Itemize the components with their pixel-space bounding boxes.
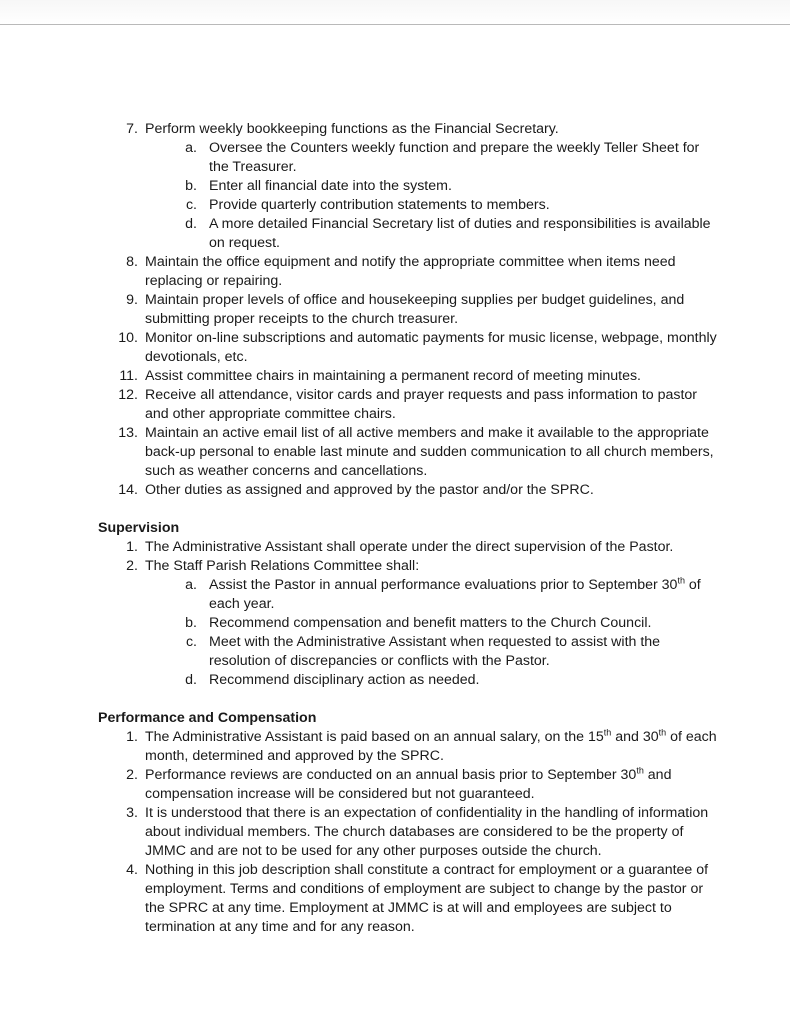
list-item	[98, 728, 718, 766]
sub-item-letter: c.	[185, 197, 197, 213]
sub-item	[145, 576, 718, 614]
sub-item-letter: a.	[185, 140, 197, 156]
list-item	[98, 481, 718, 500]
sub-item-text: Recommend disciplinary action as needed.	[209, 672, 480, 688]
sub-list	[145, 139, 718, 253]
item-number: 2.	[126, 558, 138, 574]
list-item	[98, 557, 718, 690]
sub-item-text: A more detailed Financial Secretary list of duties and responsibilities is available on request.	[209, 216, 711, 251]
scan-top-edge	[0, 0, 790, 24]
item-text	[138, 766, 718, 804]
list-item	[98, 424, 718, 481]
item-number: 9.	[126, 292, 138, 308]
item-number: 13.	[118, 425, 138, 441]
ordinal-suffix: th	[658, 727, 667, 738]
sub-item-letter: b.	[185, 178, 197, 194]
item-number: 11.	[119, 368, 138, 384]
item-text: Perform weekly bookkeeping functions as the Financial Secretary.	[145, 121, 559, 137]
sub-item	[145, 215, 718, 253]
ordinal-suffix: th	[636, 765, 644, 776]
section-spacer	[98, 690, 718, 709]
item-number: 1.	[126, 539, 138, 555]
item-number: 7.	[126, 121, 138, 137]
duties-list	[98, 120, 718, 500]
text-part: Assist the Pastor in annual performance evaluations prior to September 30	[209, 577, 678, 593]
section-spacer	[98, 500, 718, 519]
text-part: The Administrative Assistant is paid based on an annual salary, on the 15	[145, 729, 604, 745]
sub-item-letter: a.	[185, 577, 197, 593]
item-number: 4.	[126, 862, 138, 878]
item-text: Assist committee chairs in maintaining a permanent record of meeting minutes.	[145, 368, 641, 384]
sub-item-text: Enter all financial date into the system.	[209, 178, 452, 194]
list-item	[98, 766, 718, 804]
ordinal-suffix: th	[677, 575, 685, 586]
item-number: 12.	[118, 387, 138, 403]
performance-list	[98, 728, 718, 937]
item-number: 1.	[126, 729, 138, 745]
list-item	[98, 538, 718, 557]
document-page	[98, 120, 718, 937]
section-heading-supervision: Supervision	[98, 520, 180, 536]
sub-item	[145, 139, 718, 177]
sub-item	[145, 671, 718, 690]
list-item	[98, 386, 718, 424]
sub-item-letter: d.	[185, 216, 197, 232]
item-text: Monitor on-line subscriptions and automatic payments for music license, webpage, monthly devotionals, etc.	[145, 330, 717, 365]
sub-item-text: Meet with the Administrative Assistant when requested to assist with the resolution of discrepancies or conflicts with the Pastor.	[209, 634, 661, 669]
item-text: Nothing in this job description shall constitute a contract for employment or a guarantee of employment. Terms and conditions of employment are subject to change by the pastor or the SPRC at any time. Employment at JMMC is at will and employees are subject to termination at any time and for any reason.	[145, 862, 709, 935]
item-number: 8.	[126, 254, 138, 270]
item-number: 10.	[118, 330, 138, 346]
item-number: 3.	[126, 805, 138, 821]
text-part: and 30	[611, 729, 659, 745]
sub-item-letter: b.	[185, 615, 197, 631]
sub-item-text	[197, 576, 718, 614]
item-text: The Administrative Assistant shall operate under the direct supervision of the Pastor.	[145, 539, 674, 555]
sub-item	[145, 196, 718, 215]
ordinal-suffix: th	[603, 727, 612, 738]
list-item	[98, 804, 718, 861]
sub-item	[145, 614, 718, 633]
list-item	[98, 291, 718, 329]
scan-border-line	[0, 24, 790, 25]
item-number: 14.	[118, 482, 138, 498]
list-item	[98, 120, 718, 253]
item-text: Maintain an active email list of all active members and make it available to the appropriate back-up personal to enable last minute and sudden communication to all church members, such as weather concerns and cancellations.	[145, 425, 714, 479]
sub-item-text: Provide quarterly contribution statements to members.	[209, 197, 550, 213]
item-text: The Staff Parish Relations Committee shall:	[145, 558, 420, 574]
section-heading-performance: Performance and Compensation	[98, 710, 317, 726]
sub-list	[145, 576, 718, 690]
item-text: Maintain the office equipment and notify the appropriate committee when items need replacing or repairing.	[145, 254, 676, 289]
list-item	[98, 253, 718, 291]
item-text	[138, 728, 718, 766]
text-part: of each year.	[209, 577, 701, 612]
list-item	[98, 367, 718, 386]
sub-item-letter: d.	[185, 672, 197, 688]
item-text: Other duties as assigned and approved by the pastor and/or the SPRC.	[145, 482, 594, 498]
list-item	[98, 861, 718, 937]
supervision-list	[98, 538, 718, 690]
sub-item	[145, 177, 718, 196]
text-part: Performance reviews are conducted on an annual basis prior to September 30	[145, 767, 637, 783]
item-text: Maintain proper levels of office and housekeeping supplies per budget guidelines, and submitting proper receipts to the church treasurer.	[145, 292, 685, 327]
sub-item	[145, 633, 718, 671]
item-text: Receive all attendance, visitor cards and prayer requests and pass information to pastor and other appropriate committee chairs.	[145, 387, 698, 422]
item-number: 2.	[126, 767, 138, 783]
text-part: and compensation increase will be considered but not guaranteed.	[145, 767, 672, 802]
list-item	[98, 329, 718, 367]
sub-item-text: Oversee the Counters weekly function and prepare the weekly Teller Sheet for the Treasurer.	[209, 140, 700, 175]
text-part: of each month, determined and approved by the SPRC.	[145, 729, 717, 764]
sub-item-text: Recommend compensation and benefit matters to the Church Council.	[209, 615, 652, 631]
sub-item-letter: c.	[185, 634, 197, 650]
item-text: It is understood that there is an expectation of confidentiality in the handling of information about individual members. The church databases are considered to be the property of JMMC and are not to be used for any other purposes outside the church.	[145, 805, 709, 859]
